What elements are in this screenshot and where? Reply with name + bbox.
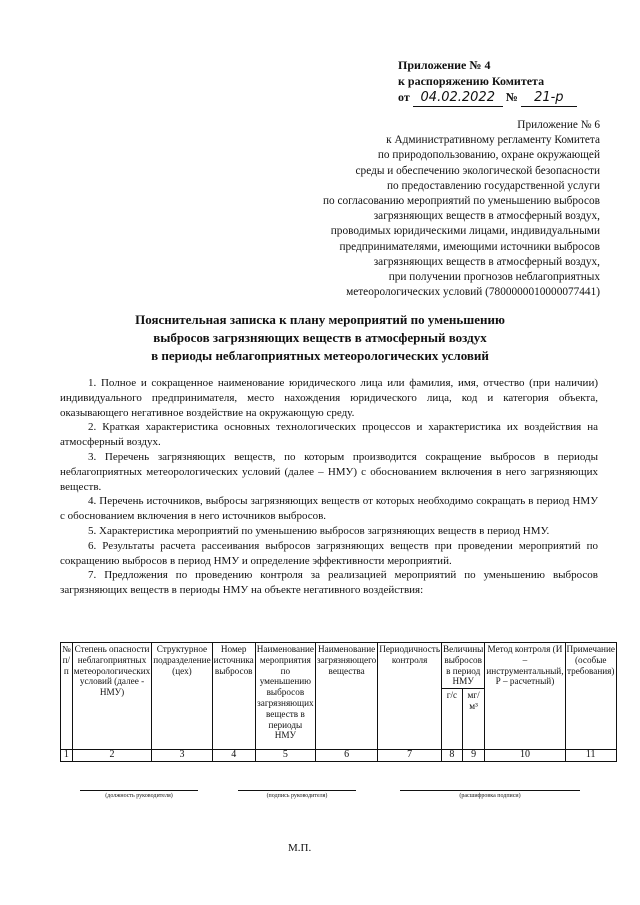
list-item: 3. Перечень загрязняющих веществ, по которым производится сокращение выбросов в периоды неблагоприятных метеорологических условий (далее – НМУ) с обоснованием включения в него загрязняющих веществ. [60,450,598,493]
column-number: 7 [378,750,442,762]
appendix6-line: Приложение № 6 [517,119,600,131]
column-number: 8 [442,750,463,762]
signature-line: (подпись руководителя) [238,790,356,799]
decoding-signature-line: (расшифровка подписи) [400,790,580,799]
title-line: в периоды неблагоприятных метеорологических условий [151,348,489,363]
appendix6-line: проводимых юридическими лицами, индивидуальными [330,225,600,238]
document-title [60,311,580,365]
position-signature-line: (должность руководителя) [80,790,198,799]
appendix4-subtitle: к распоряжению Комитета [398,74,545,88]
appendix6-block [230,118,600,300]
stamp-place: М.П. [288,842,312,854]
list-item: 1. Полное и сокращенное наименование юридического лица или фамилия, имя, отчество (при наличии) индивидуального предпринимателя, место нахождения юридического лица, код и категория объекта, оказывающего негативное воздействие на окружающую среду. [60,377,598,419]
appendix6-line: по природопользованию, охране окружающей [377,149,600,162]
appendix6-line: по согласованию мероприятий по уменьшению выбросов [322,195,600,208]
appendix6-line: при получении прогнозов неблагоприятных [388,271,600,284]
column-number: 4 [212,750,255,762]
column-number: 10 [485,750,565,762]
list-item: 5. Характеристика мероприятий по уменьшению выбросов загрязняющих веществ в период НМУ. [88,524,550,537]
appendix6-line: к Административному регламенту Комитета [386,134,600,147]
header-number: № п/п [61,643,73,750]
handwritten-number: 21-р [521,90,577,107]
column-number: 5 [255,750,315,762]
column-number: 11 [565,750,616,762]
header-note: Примечание (особые требования) [565,643,616,750]
header-source: Номер источника выбросов [212,643,255,750]
header-unit: Структурное подразделение (цех) [152,643,212,750]
list-item: 4. Перечень источников, выбросы загрязняющих веществ от которых необходимо сокращать в период НМУ с обоснованием включения в него источников выбросов. [60,495,598,523]
appendix6-line: по предоставлению государственной услуги [386,179,600,192]
appendix6-line: предпринимателями, имеющими источники выбросов [339,240,600,253]
list-item: 2. Краткая характеристика основных технологических процессов и характеристика их воздействия на атмосферный воздух. [60,421,598,449]
appendix4-date-line [398,89,577,107]
document-body [60,376,598,598]
column-number: 9 [462,750,485,762]
appendix6-line: среды и обеспечению экологической безопасности [355,164,600,177]
handwritten-date: 04.02.2022 [413,90,503,107]
header-pollutant: Наименование загрязняющего вещества [316,643,378,750]
list-item: 7. Предложения по проведению контроля за реализацией мероприятий по уменьшению выбросов загрязняющих веществ в периоды НМУ на объекте негативного воздействия: [60,569,598,597]
appendix6-line: загрязняющих веществ в атмосферный воздух, [373,255,600,268]
appendix4-title: Приложение № 4 [398,58,491,72]
date-prefix: от [398,90,410,104]
appendix6-line: загрязняющих веществ в атмосферный воздух, [373,210,600,223]
number-prefix: № [505,90,518,104]
header-gs: г/с [442,689,463,750]
header-values: Величины выбросов в период НМУ [442,643,485,689]
header-degree: Степень опасности неблагоприятных метеорологических условий (далее - НМУ) [72,643,151,750]
header-period: Периодичность контроля [378,643,442,750]
appendix4-block [398,57,577,107]
column-number: 3 [152,750,212,762]
column-number: 2 [72,750,151,762]
header-mgm3: мг/м³ [462,689,485,750]
title-line: выбросов загрязняющих веществ в атмосферный воздух [153,330,487,345]
title-line: Пояснительная записка к плану мероприятий по уменьшению [135,312,505,327]
header-measure: Наименование мероприятия по уменьшению выбросов загрязняющих веществ в периоды НМУ [255,643,315,750]
header-method: Метод контроля (И – инструментальный, Р – расчетный) [485,643,565,750]
appendix6-line: метеорологических условий (7800000010000077441) [346,286,600,299]
column-number: 6 [316,750,378,762]
list-item: 6. Результаты расчета рассеивания выбросов загрязняющих веществ при проведении мероприятий по сокращению выбросов в период НМУ и определение эффективности мероприятий. [60,539,598,567]
table-row [61,750,617,762]
column-number: 1 [61,750,73,762]
control-table [60,642,617,762]
